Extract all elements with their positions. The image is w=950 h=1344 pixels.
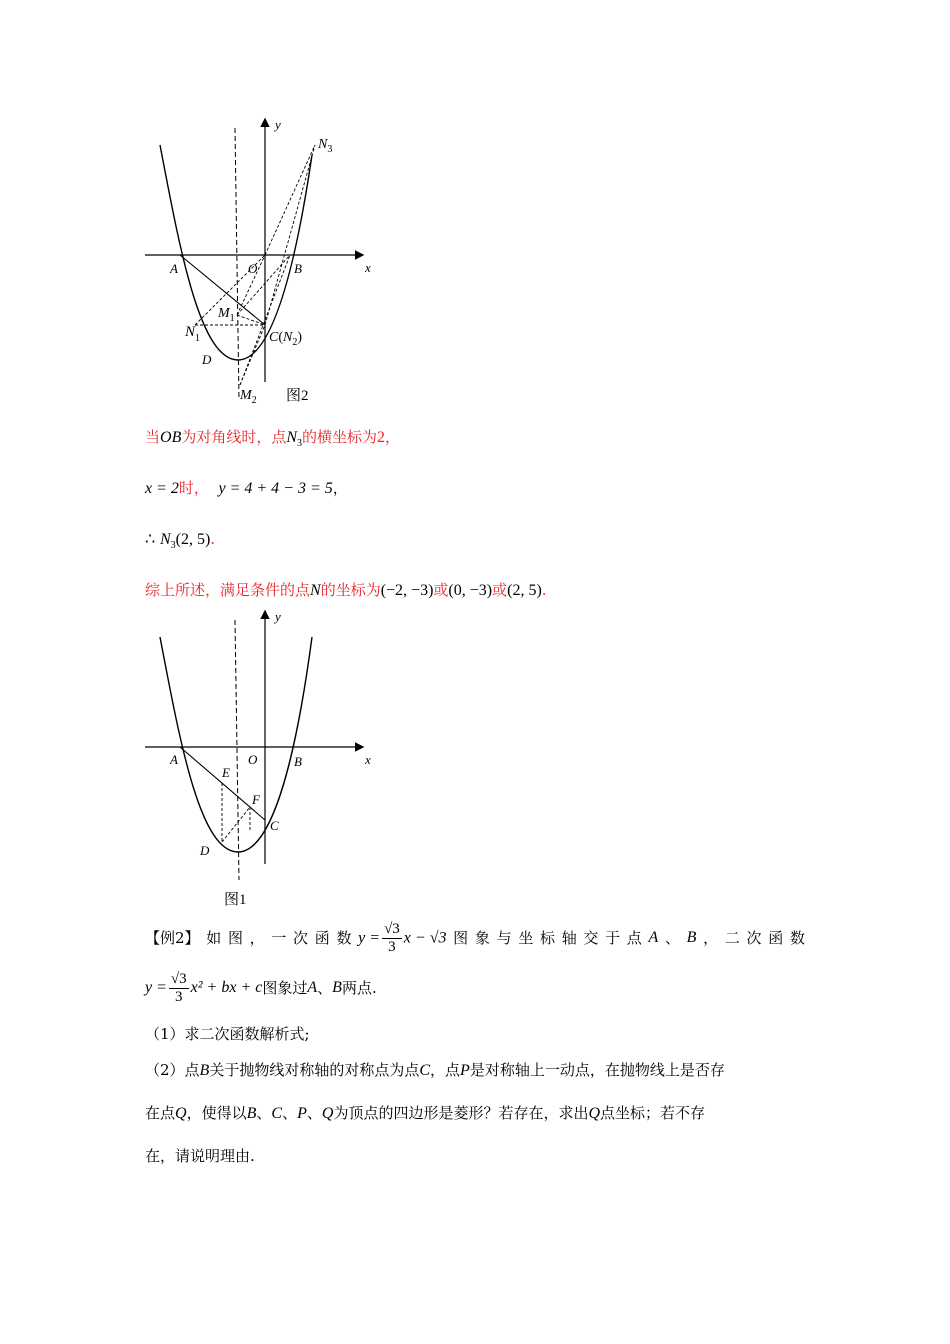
- conclusion-line: 综上所述，满足条件的点N的坐标为(−2, −3)或(0, −3)或(2, 5).: [145, 581, 547, 599]
- label-a: A: [170, 752, 178, 767]
- label-a: A: [170, 261, 178, 276]
- figure-2: [140, 110, 380, 410]
- text-line-3: ∴ $N_3(2$, 5).: [145, 530, 216, 551]
- label-d: D: [200, 843, 210, 858]
- label-x: x: [365, 752, 371, 767]
- text-line-1: 当OB为对角线时，点$N_3$的横坐标为2，: [145, 428, 401, 449]
- figure-2-caption: 图2: [286, 388, 309, 404]
- label-x: x: [365, 260, 371, 275]
- question-1: （1）求二次函数解析式;: [145, 1025, 310, 1043]
- label-m2: $M_2$: [240, 388, 257, 406]
- fraction-sqrt3-over-3: $\frac{√3}{3}$: [384, 920, 400, 955]
- example-2-line-1: 【例2】 如 图 ， 一 次 函 数 y = $\frac{√3}{3}$ x − √3 图 象 与 坐 标 轴 交 于 点 A 、 B ， 二 次 函 数: [145, 920, 805, 955]
- label-f: F: [252, 792, 260, 807]
- label-o: O: [248, 752, 258, 767]
- question-2-line-2: 在点Q，使得以B、C、P、Q为顶点的四边形是菱形？若存在，求出Q点坐标；若不存: [145, 1104, 706, 1122]
- label-n1: $N_1$: [185, 324, 201, 344]
- label-y: y: [275, 609, 281, 624]
- figure-1: [140, 602, 380, 912]
- label-o: O: [248, 261, 258, 276]
- fraction-sqrt3-over-3: $\frac{√3}{3}$: [170, 970, 187, 1005]
- question-2-line-1: （2）点B关于抛物线对称轴的对称点为点C，点P是对称轴上一动点，在抛物线上是否存: [145, 1061, 725, 1079]
- label-b: B: [294, 754, 302, 769]
- symmetry-axis: [235, 620, 239, 880]
- label-m1: $M_1$: [218, 306, 235, 324]
- label-e: E: [222, 765, 230, 780]
- figure-1-caption: 图1: [224, 892, 247, 908]
- label-c: C: [270, 818, 279, 833]
- example-2-line-2: y = $\frac{√3}{3}$ x² + bx + c 图象过 A 、 B 两点.: [145, 970, 377, 1005]
- text-line-2: x = 2时， y = 4 + 4 − 3 = 5，: [145, 479, 348, 497]
- label-d: D: [202, 352, 212, 367]
- question-2-line-3: 在，请说明理由.: [145, 1147, 255, 1165]
- construction-lines: [222, 783, 250, 842]
- label-c-n2: $C(N_2)$: [269, 330, 303, 348]
- label-b: B: [294, 261, 302, 276]
- label-y: y: [275, 117, 281, 132]
- label-n3: $N_3$: [318, 137, 333, 155]
